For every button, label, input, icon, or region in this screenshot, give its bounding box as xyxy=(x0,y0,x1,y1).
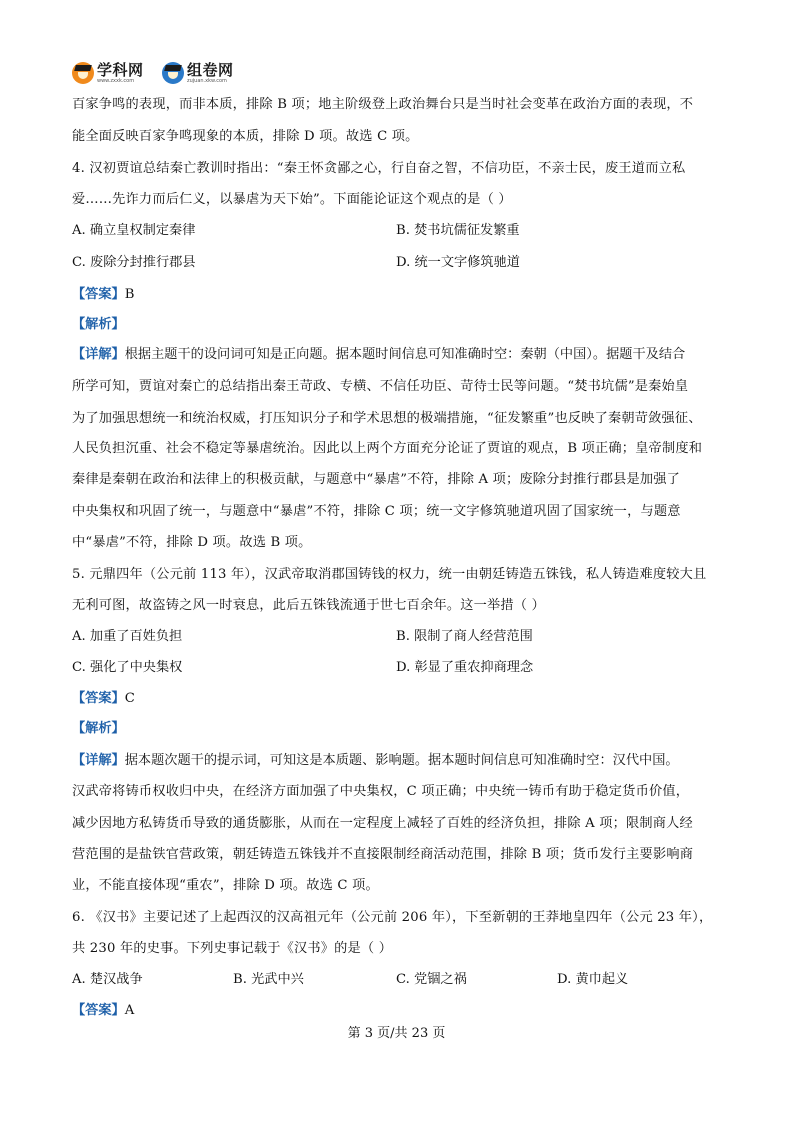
answer-label: 【答案】 xyxy=(72,691,125,706)
q5-option-d: D. 彰显了重农抑商理念 xyxy=(396,660,534,675)
zjw-logo-url: zujuan.xkw.com xyxy=(187,78,227,84)
page-number: 第 3 页/共 23 页 xyxy=(347,1026,446,1041)
q5-analysis xyxy=(72,720,125,738)
analysis-label: 【解析】 xyxy=(72,317,125,332)
answer-value: C xyxy=(124,691,135,706)
q4-detail-line: 人民负担沉重、社会不稳定等暴虐统治。因此以上两个方面充分论证了贾谊的观点，B 项正确；皇帝制度和 xyxy=(72,441,703,456)
q4-detail-first xyxy=(72,346,685,364)
q4-detail-line: 秦律是秦朝在政治和法律上的积极贡献，与题意中“暴虐”不符，排除 A 项；废除分封推行郡县是加强了 xyxy=(72,472,681,487)
intro-line: 百家争鸣的表现，而非本质，排除 B 项；地主阶级登上政治舞台只是当时社会变革在政治方面的表现，不 xyxy=(72,97,694,112)
q4-option-d: D. 统一文字修筑驰道 xyxy=(396,255,520,270)
detail-label: 【详解】 xyxy=(72,753,125,768)
xkw-logo-name: 学科网 xyxy=(97,61,144,79)
q5-detail-line: 业，不能直接体现“重农”，排除 D 项。故选 C 项。 xyxy=(72,878,379,893)
graduate-icon xyxy=(72,62,94,84)
q4-stem-line: 爱……先诈力而后仁义，以暴虐为天下始”。下面能论证这个观点的是（ ） xyxy=(72,192,512,207)
q4-stem-line: 4. 汉初贾谊总结秦亡教训时指出：“秦王怀贪鄙之心，行自奋之智，不信功臣，不亲士民，废王道而立私 xyxy=(72,161,686,176)
zjw-logo[interactable] xyxy=(162,60,234,86)
zjw-logo-name: 组卷网 xyxy=(187,61,234,79)
q6-answer xyxy=(72,1002,134,1020)
q4-detail-line: 中“暴虐”不符，排除 D 项。故选 B 项。 xyxy=(72,535,312,550)
analysis-label: 【解析】 xyxy=(72,721,125,736)
q5-option-a: A. 加重了百姓负担 xyxy=(72,629,183,644)
q6-stem-line: 6. 《汉书》主要记述了上起西汉的汉高祖元年（公元前 206 年），下至新朝的王莽地皇四年（公元 23 年）， xyxy=(72,910,713,925)
q5-detail-first xyxy=(72,752,679,770)
detail-label: 【详解】 xyxy=(72,347,125,362)
graduate-icon xyxy=(162,62,184,84)
q5-detail-line: 减少因地方私铸货币导致的通货膨胀，从而在一定程度上减轻了百姓的经济负担，排除 A 项；限制商人经 xyxy=(72,816,693,831)
q4-option-a: A. 确立皇权制定秦律 xyxy=(72,223,196,238)
q5-answer xyxy=(72,690,135,708)
answer-value: B xyxy=(124,287,135,302)
intro-line: 能全面反映百家争鸣现象的本质，排除 D 项。故选 C 项。 xyxy=(72,129,419,144)
detail-text: 据本题次题干的提示词，可知这是本质题、影响题。据本题时间信息可知准确时空：汉代中国。 xyxy=(124,753,679,768)
q6-option-b: B. 光武中兴 xyxy=(233,972,304,987)
q4-detail-line: 为了加强思想统一和统治权威，打压知识分子和学术思想的极端措施，“征发繁重”也反映了秦朝苛敛强征、 xyxy=(72,411,702,426)
q5-option-b: B. 限制了商人经营范围 xyxy=(396,629,533,644)
detail-text: 根据主题干的设问词可知是正向题。据本题时间信息可知准确时空：秦朝（中国）。据题干及结合 xyxy=(124,347,686,362)
q6-option-d: D. 黄巾起义 xyxy=(557,972,629,987)
q6-option-c: C. 党锢之祸 xyxy=(396,972,467,987)
q5-stem-line: 5. 元鼎四年（公元前 113 年），汉武帝取消郡国铸钱的权力，统一由朝廷铸造五铢钱，私人铸造难度较大且 xyxy=(72,567,707,582)
q4-option-c: C. 废除分封推行郡县 xyxy=(72,255,196,270)
answer-label: 【答案】 xyxy=(72,1003,125,1018)
q5-stem-line: 无利可图，故盗铸之风一时衰息，此后五铢钱流通于世七百余年。这一举措（ ） xyxy=(72,598,545,613)
xkw-logo[interactable] xyxy=(72,60,144,86)
q6-option-a: A. 楚汉战争 xyxy=(72,972,143,987)
xkw-logo-url: www.zxxk.com xyxy=(97,78,135,84)
q4-detail-line: 中央集权和巩固了统一，与题意中“暴虐”不符，排除 C 项；统一文字修筑驰道巩固了国家统一，与题意 xyxy=(72,504,681,519)
q4-option-b: B. 焚书坑儒征发繁重 xyxy=(396,223,520,238)
q5-option-c: C. 强化了中央集权 xyxy=(72,660,183,675)
q6-stem-line: 共 230 年的史事。下列史事记载于《汉书》的是（ ） xyxy=(72,941,393,956)
q5-detail-line: 汉武帝将铸币权收归中央，在经济方面加强了中央集权，C 项正确；中央统一铸币有助于稳定货币价值， xyxy=(72,784,690,799)
q4-analysis xyxy=(72,316,125,334)
q4-answer xyxy=(72,286,134,304)
answer-value: A xyxy=(124,1003,135,1018)
q4-detail-line: 所学可知，贾谊对秦亡的总结指出秦王苛政、专横、不信任功臣、苛待士民等问题。“焚书坑儒”是秦始皇 xyxy=(72,379,689,394)
answer-label: 【答案】 xyxy=(72,287,125,302)
q5-detail-line: 营范围的是盐铁官营政策，朝廷铸造五铢钱并不直接限制经商活动范围，排除 B 项；货币发行主要影响商 xyxy=(72,847,694,862)
